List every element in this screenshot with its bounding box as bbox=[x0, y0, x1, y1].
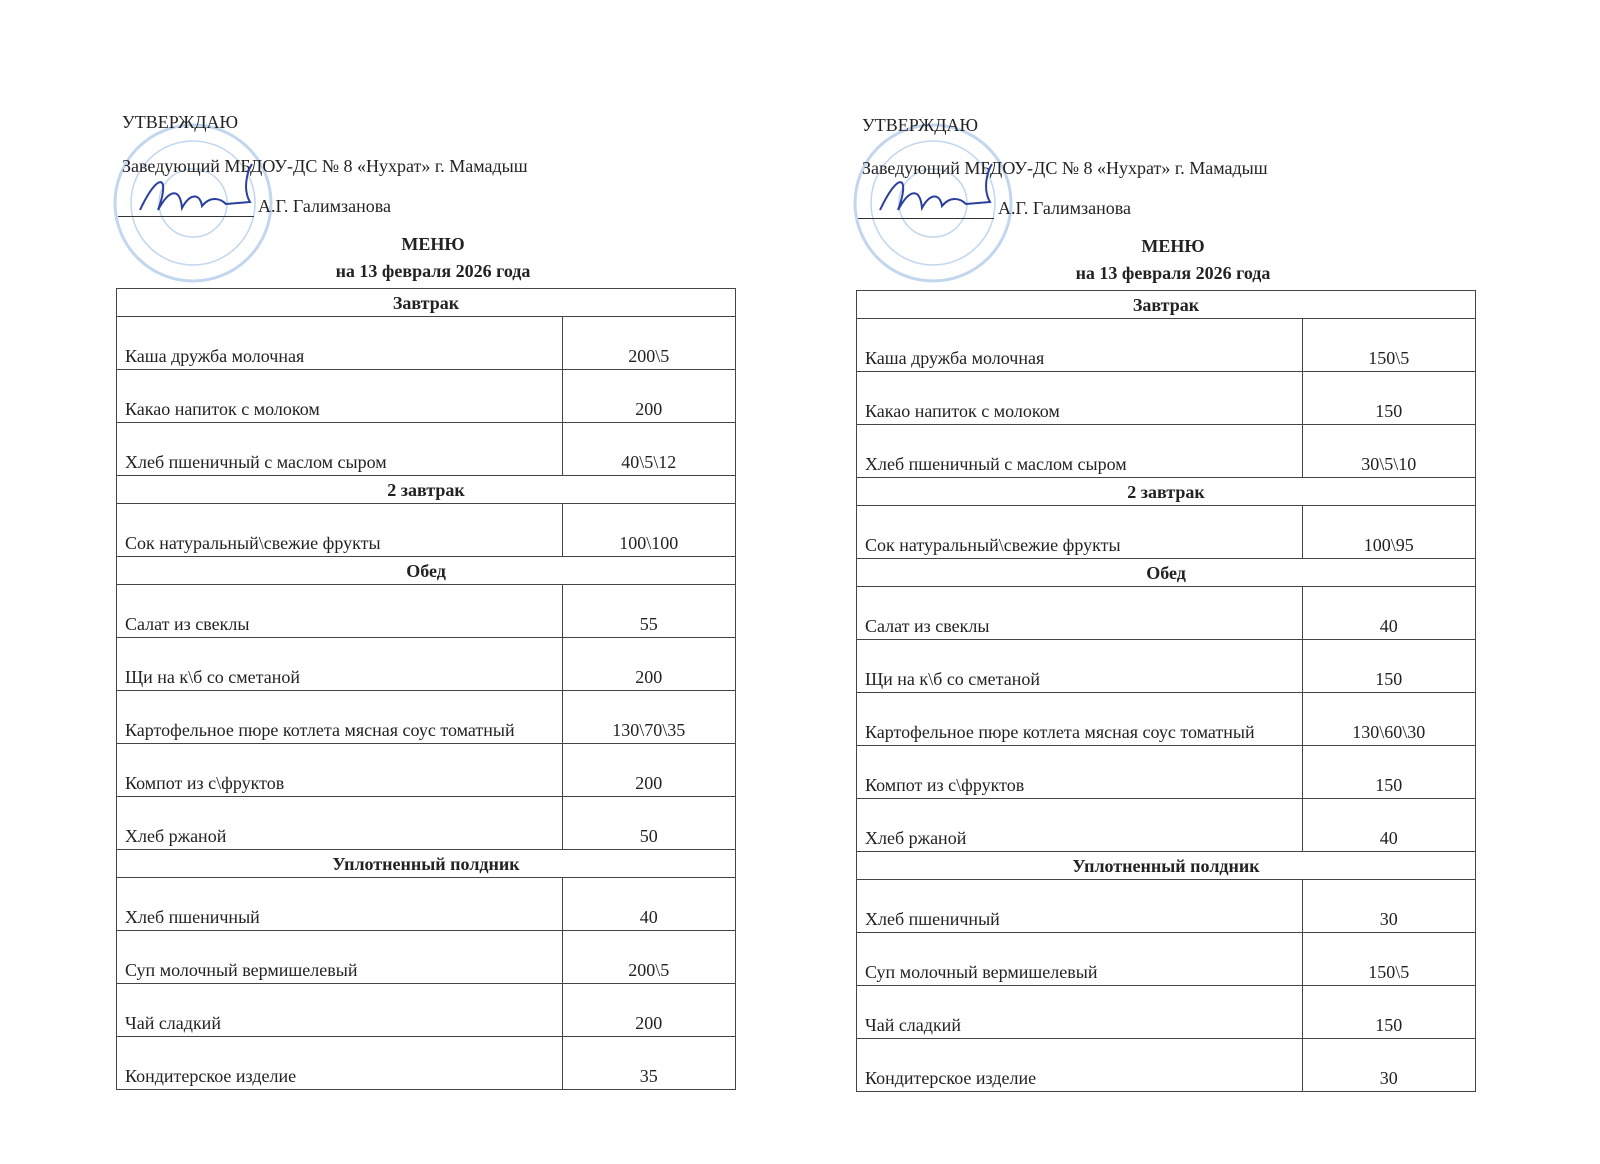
dish-name: Хлеб пшеничный с маслом сыром bbox=[857, 425, 1303, 478]
dish-quantity: 55 bbox=[562, 585, 735, 638]
dish-quantity: 150 bbox=[1302, 372, 1475, 425]
section-title: 2 завтрак bbox=[857, 478, 1476, 506]
section-header-row bbox=[117, 289, 736, 317]
signature-line bbox=[858, 218, 994, 219]
dish-quantity: 100\100 bbox=[562, 504, 735, 557]
table-row bbox=[857, 799, 1476, 852]
menu-date: на 13 февраля 2026 года bbox=[335, 261, 531, 281]
dish-name: Какао напиток с молоком bbox=[117, 370, 563, 423]
section-header-row bbox=[857, 559, 1476, 587]
section-title: Завтрак bbox=[857, 291, 1476, 319]
dish-name: Кондитерское изделие bbox=[857, 1039, 1303, 1092]
section-header-row bbox=[117, 476, 736, 504]
table-row bbox=[857, 933, 1476, 986]
section-header-row bbox=[857, 478, 1476, 506]
table-row bbox=[117, 1037, 736, 1090]
section-header-row bbox=[117, 557, 736, 585]
table-row bbox=[857, 880, 1476, 933]
dish-name: Каша дружба молочная bbox=[857, 319, 1303, 372]
table-row bbox=[117, 317, 736, 370]
dish-name: Салат из свеклы bbox=[857, 587, 1303, 640]
table-row bbox=[117, 797, 736, 850]
table-row bbox=[857, 986, 1476, 1039]
dish-name: Суп молочный вермишелевый bbox=[117, 931, 563, 984]
table-row bbox=[857, 1039, 1476, 1092]
table-row bbox=[857, 746, 1476, 799]
dish-name: Кондитерское изделие bbox=[117, 1037, 563, 1090]
dish-quantity: 150 bbox=[1302, 986, 1475, 1039]
dish-quantity: 200\5 bbox=[562, 317, 735, 370]
dish-quantity: 40 bbox=[1302, 587, 1475, 640]
menu-date: на 13 февраля 2026 года bbox=[1075, 263, 1271, 283]
dish-quantity: 40 bbox=[1302, 799, 1475, 852]
dish-quantity: 50 bbox=[562, 797, 735, 850]
dish-quantity: 100\95 bbox=[1302, 506, 1475, 559]
dish-name: Компот из с\фруктов bbox=[857, 746, 1303, 799]
dish-name: Сок натуральный\свежие фрукты bbox=[857, 506, 1303, 559]
dish-name: Суп молочный вермишелевый bbox=[857, 933, 1303, 986]
table-row bbox=[117, 931, 736, 984]
table-row bbox=[857, 693, 1476, 746]
dish-name: Хлеб ржаной bbox=[117, 797, 563, 850]
section-title: Уплотненный полдник bbox=[117, 850, 736, 878]
dish-name: Каша дружба молочная bbox=[117, 317, 563, 370]
dish-quantity: 130\60\30 bbox=[1302, 693, 1475, 746]
dish-quantity: 130\70\35 bbox=[562, 691, 735, 744]
signature-icon bbox=[130, 158, 280, 228]
table-row bbox=[857, 319, 1476, 372]
table-row bbox=[117, 370, 736, 423]
dish-name: Хлеб пшеничный bbox=[857, 880, 1303, 933]
table-row bbox=[117, 585, 736, 638]
table-row bbox=[117, 504, 736, 557]
dish-name: Щи на к\б со сметаной bbox=[117, 638, 563, 691]
menu-title: МЕНЮ bbox=[401, 234, 465, 254]
table-row bbox=[857, 425, 1476, 478]
section-header-row bbox=[857, 852, 1476, 880]
dish-name: Картофельное пюре котлета мясная соус томатный bbox=[117, 691, 563, 744]
table-row bbox=[117, 984, 736, 1037]
approve-label: УТВЕРЖДАЮ bbox=[862, 115, 979, 135]
dish-name: Хлеб ржаной bbox=[857, 799, 1303, 852]
dish-quantity: 200 bbox=[562, 984, 735, 1037]
dish-name: Картофельное пюре котлета мясная соус томатный bbox=[857, 693, 1303, 746]
dish-name: Салат из свеклы bbox=[117, 585, 563, 638]
section-title: Обед bbox=[857, 559, 1476, 587]
dish-name: Чай сладкий bbox=[857, 986, 1303, 1039]
dish-quantity: 150\5 bbox=[1302, 933, 1475, 986]
dish-quantity: 40 bbox=[562, 878, 735, 931]
dish-name: Сок натуральный\свежие фрукты bbox=[117, 504, 563, 557]
section-header-row bbox=[857, 291, 1476, 319]
signature-line bbox=[118, 216, 254, 217]
signer-name: А.Г. Галимзанова bbox=[258, 196, 391, 216]
dish-name: Щи на к\б со сметаной bbox=[857, 640, 1303, 693]
section-title: Обед bbox=[117, 557, 736, 585]
menu-table bbox=[856, 290, 1476, 1092]
dish-quantity: 35 bbox=[562, 1037, 735, 1090]
approve-label: УТВЕРЖДАЮ bbox=[122, 112, 239, 132]
dish-quantity: 150 bbox=[1302, 746, 1475, 799]
dish-quantity: 200 bbox=[562, 370, 735, 423]
dish-name: Чай сладкий bbox=[117, 984, 563, 1037]
table-row bbox=[857, 587, 1476, 640]
dish-name: Какао напиток с молоком bbox=[857, 372, 1303, 425]
dish-quantity: 200\5 bbox=[562, 931, 735, 984]
menu-title: МЕНЮ bbox=[1141, 236, 1205, 256]
signer-name: А.Г. Галимзанова bbox=[998, 198, 1131, 218]
dish-name: Хлеб пшеничный bbox=[117, 878, 563, 931]
section-title: Завтрак bbox=[117, 289, 736, 317]
table-row bbox=[117, 744, 736, 797]
table-row bbox=[117, 878, 736, 931]
dish-name: Компот из с\фруктов bbox=[117, 744, 563, 797]
menu-table bbox=[116, 288, 736, 1090]
table-row bbox=[857, 640, 1476, 693]
table-row bbox=[117, 691, 736, 744]
dish-quantity: 30 bbox=[1302, 1039, 1475, 1092]
head-position: Заведующий МБДОУ-ДС № 8 «Нухрат» г. Мамадыш bbox=[122, 156, 528, 176]
dish-quantity: 150 bbox=[1302, 640, 1475, 693]
table-row bbox=[117, 423, 736, 476]
head-position: Заведующий МБДОУ-ДС № 8 «Нухрат» г. Мамадыш bbox=[862, 158, 1268, 178]
table-row bbox=[117, 638, 736, 691]
dish-quantity: 200 bbox=[562, 744, 735, 797]
dish-quantity: 150\5 bbox=[1302, 319, 1475, 372]
section-title: 2 завтрак bbox=[117, 476, 736, 504]
table-row bbox=[857, 372, 1476, 425]
dish-quantity: 200 bbox=[562, 638, 735, 691]
section-title: Уплотненный полдник bbox=[857, 852, 1476, 880]
section-header-row bbox=[117, 850, 736, 878]
dish-name: Хлеб пшеничный с маслом сыром bbox=[117, 423, 563, 476]
table-row bbox=[857, 506, 1476, 559]
dish-quantity: 30\5\10 bbox=[1302, 425, 1475, 478]
dish-quantity: 30 bbox=[1302, 880, 1475, 933]
dish-quantity: 40\5\12 bbox=[562, 423, 735, 476]
